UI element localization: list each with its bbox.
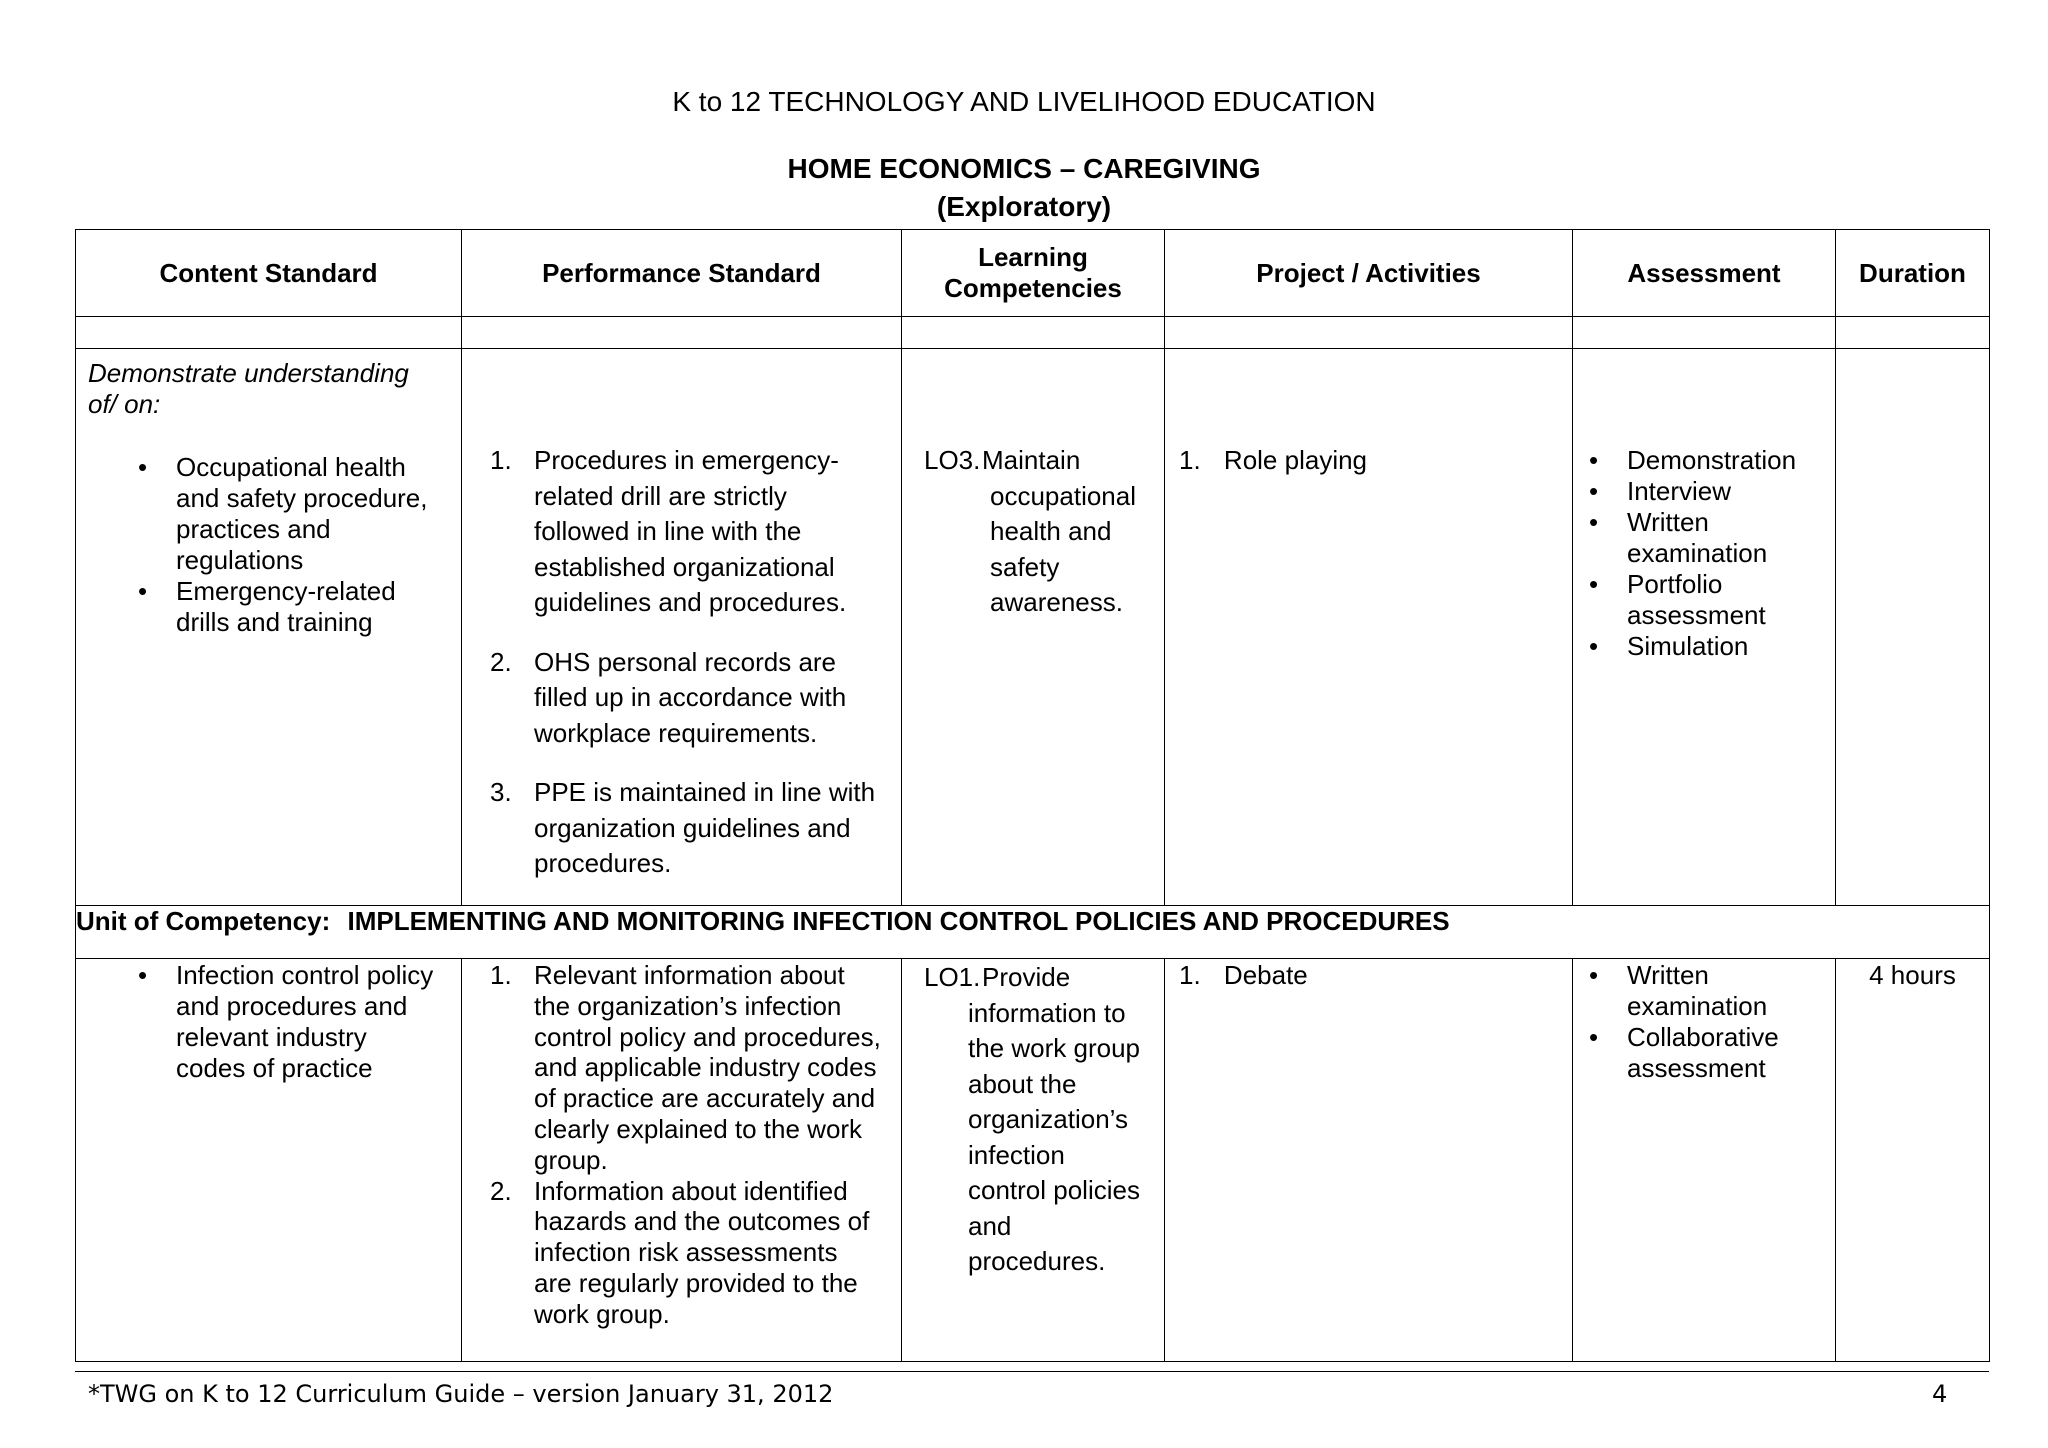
- list-item: [176, 960, 461, 1084]
- table-row-empty: [76, 317, 1990, 349]
- page-number: 4: [1932, 1380, 1948, 1408]
- document-subject-title: [0, 150, 2048, 226]
- empty-cell: [902, 317, 1165, 349]
- learning-outcome-line: occupational: [990, 480, 1136, 511]
- list-item-line: • Portfolio: [1627, 569, 1723, 599]
- list-number: 1.: [490, 960, 512, 990]
- performance-list: [490, 960, 901, 1330]
- learning-outcome-line: about the: [968, 1068, 1077, 1099]
- assessment-list: [1627, 960, 1835, 1084]
- list-item-line: Procedures in emergency-: [534, 445, 839, 475]
- list-item-line: clearly explained to the work: [534, 1113, 863, 1144]
- table-header-row: [76, 230, 1990, 317]
- empty-cell: [1165, 317, 1573, 349]
- list-number: 2.: [490, 646, 512, 677]
- content-intro-line: of/ on:: [88, 389, 161, 419]
- content-bullet-list: [176, 960, 461, 1084]
- learning-outcome-line: information to: [968, 997, 1126, 1028]
- learning-outcome: [924, 960, 1164, 1280]
- list-item-line: workplace requirements.: [534, 717, 818, 748]
- unit-label: Unit of Competency:: [76, 906, 331, 936]
- cell-content-standard: [76, 349, 462, 906]
- list-item: [1627, 476, 1835, 507]
- duration-value: 4 hours: [1869, 960, 1956, 990]
- cell-content-standard: [76, 959, 462, 1362]
- cell-duration: [1836, 349, 1990, 906]
- list-item-line: codes of practice: [176, 1053, 373, 1083]
- list-item-line: PPE is maintained in line with: [534, 777, 876, 807]
- list-item: [1627, 1022, 1835, 1084]
- col-header-assessment: Assessment: [1573, 230, 1836, 317]
- empty-cell: [462, 317, 902, 349]
- learning-outcome: [924, 443, 1164, 621]
- list-item-line: filled up in accordance with: [534, 682, 847, 712]
- table-row-unit-of-competency: [76, 906, 1990, 959]
- list-item-line: • Simulation: [1627, 631, 1749, 661]
- list-item-line: • Emergency-related: [176, 576, 396, 606]
- list-item: [1627, 960, 1835, 1022]
- cell-assessment: [1573, 959, 1836, 1362]
- subject-line: HOME ECONOMICS – CAREGIVING: [787, 153, 1261, 184]
- list-item: [490, 645, 901, 752]
- list-item-line: followed in line with the: [534, 516, 802, 546]
- empty-cell: [1836, 317, 1990, 349]
- list-item-line: examination: [1627, 538, 1768, 568]
- document-program-title: K to 12 TECHNOLOGY AND LIVELIHOOD EDUCATION: [672, 86, 1376, 117]
- learning-outcome-line: organization’s: [968, 1104, 1128, 1134]
- col-header-project-activities: Project / Activities: [1165, 230, 1573, 317]
- list-item-line: related drill are strictly: [534, 480, 787, 511]
- learning-outcome-line: Maintain: [982, 445, 1081, 475]
- list-number: 2.: [490, 1175, 512, 1206]
- learning-outcome-line: Provide: [982, 962, 1071, 992]
- project-text: Role playing: [1223, 445, 1368, 475]
- list-item-line: of practice are accurately and: [534, 1083, 876, 1114]
- cell-project-activities: [1165, 959, 1573, 1362]
- curriculum-table: [75, 229, 1990, 1362]
- list-item-line: • Infection control policy: [176, 960, 434, 990]
- list-item-line: • Collaborative: [1627, 1022, 1779, 1052]
- content-intro-line: Demonstrate understanding: [88, 358, 409, 388]
- list-item-line: and procedures and: [176, 991, 408, 1021]
- cell-duration: [1836, 959, 1990, 1362]
- list-item-line: infection risk assessments: [534, 1237, 838, 1268]
- list-item-line: are regularly provided to the: [534, 1267, 858, 1298]
- learning-outcome-code: LO3.: [924, 445, 981, 475]
- list-item: [176, 452, 461, 576]
- learning-outcome-line: control policies: [968, 1175, 1140, 1205]
- learning-outcome-line: procedures.: [968, 1246, 1106, 1276]
- list-item-line: relevant industry: [176, 1022, 367, 1052]
- list-item: [490, 443, 901, 621]
- empty-cell: [1573, 317, 1836, 349]
- col-header-performance-standard: Performance Standard: [462, 230, 902, 317]
- project-item: [1179, 960, 1572, 991]
- performance-list: [490, 443, 901, 882]
- level-line: (Exploratory): [936, 191, 1112, 222]
- list-item-line: and safety procedure,: [176, 483, 428, 513]
- col-header-learning-line2: Competencies: [944, 273, 1122, 303]
- list-item-line: practices and: [176, 514, 331, 544]
- list-item-line: guidelines and procedures.: [534, 587, 847, 617]
- learning-outcome-line: safety: [990, 551, 1060, 582]
- learning-outcome-code: LO1.: [924, 962, 981, 992]
- list-number: 3.: [490, 777, 512, 807]
- cell-assessment: [1573, 349, 1836, 906]
- list-item-line: and applicable industry codes: [534, 1052, 877, 1083]
- cell-learning-competency: [902, 959, 1165, 1362]
- learning-outcome-line: and: [968, 1210, 1012, 1241]
- list-item: [1627, 445, 1835, 476]
- content-bullet-list: [176, 452, 461, 638]
- col-header-learning-competencies: [902, 230, 1165, 317]
- project-text: Debate: [1223, 960, 1308, 990]
- cell-performance-standard: [462, 959, 902, 1362]
- cell-performance-standard: [462, 349, 902, 906]
- project-item: [1179, 443, 1572, 479]
- list-item-line: • Occupational health: [176, 452, 406, 482]
- list-item-line: assessment: [1627, 1053, 1766, 1083]
- list-item-line: hazards and the outcomes of: [534, 1206, 870, 1237]
- list-item-line: • Written: [1627, 507, 1709, 537]
- col-header-duration: Duration: [1836, 230, 1990, 317]
- unit-title: IMPLEMENTING AND MONITORING INFECTION CONTROL POLICIES AND PROCEDURES: [347, 906, 1450, 936]
- list-item-line: regulations: [176, 545, 304, 575]
- cell-learning-competency: [902, 349, 1165, 906]
- footer-divider: [75, 1371, 1989, 1372]
- list-item-line: established organizational: [534, 551, 835, 582]
- table-row-infection-control: [76, 959, 1990, 1362]
- content-intro: [76, 349, 461, 420]
- learning-outcome-line: health and: [990, 516, 1112, 546]
- unit-of-competency-cell: [76, 906, 1990, 959]
- table-row-occupational-health: [76, 349, 1990, 906]
- list-item-line: assessment: [1627, 600, 1766, 630]
- list-number: 1.: [490, 445, 512, 475]
- list-item-line: group.: [534, 1144, 608, 1175]
- list-item-line: the organization’s infection: [534, 990, 842, 1021]
- col-header-content-standard: Content Standard: [76, 230, 462, 317]
- cell-project-activities: [1165, 349, 1573, 906]
- list-number: 1.: [1179, 445, 1201, 475]
- list-item-line: examination: [1627, 991, 1768, 1021]
- list-item: [490, 960, 901, 1176]
- list-item: [176, 576, 461, 638]
- list-item: [1627, 631, 1835, 662]
- list-item-line: control policy and procedures,: [534, 1021, 881, 1052]
- list-item-line: organization guidelines and: [534, 812, 851, 843]
- list-item-line: OHS personal records are: [534, 646, 837, 677]
- list-item-line: • Written: [1627, 960, 1709, 990]
- list-item: [490, 1175, 901, 1330]
- list-item: [1627, 569, 1835, 631]
- learning-outcome-line: the work group: [968, 1033, 1140, 1063]
- col-header-learning-line1: Learning: [978, 242, 1088, 272]
- list-item-line: drills and training: [176, 607, 373, 637]
- list-item-line: work group.: [534, 1298, 670, 1329]
- list-item-line: Information about identified: [534, 1175, 848, 1206]
- learning-outcome-line: infection: [968, 1139, 1065, 1170]
- list-item-line: • Demonstration: [1627, 445, 1797, 475]
- list-item: [490, 775, 901, 882]
- empty-cell: [76, 317, 462, 349]
- footer-note: *TWG on K to 12 Curriculum Guide – version January 31, 2012: [88, 1380, 834, 1408]
- list-number: 1.: [1179, 960, 1201, 990]
- list-item-line: Relevant information about: [534, 960, 845, 990]
- list-item-line: • Interview: [1627, 476, 1732, 506]
- assessment-list: [1627, 445, 1835, 662]
- list-item: [1627, 507, 1835, 569]
- learning-outcome-line: awareness.: [990, 587, 1123, 617]
- list-item-line: procedures.: [534, 848, 672, 878]
